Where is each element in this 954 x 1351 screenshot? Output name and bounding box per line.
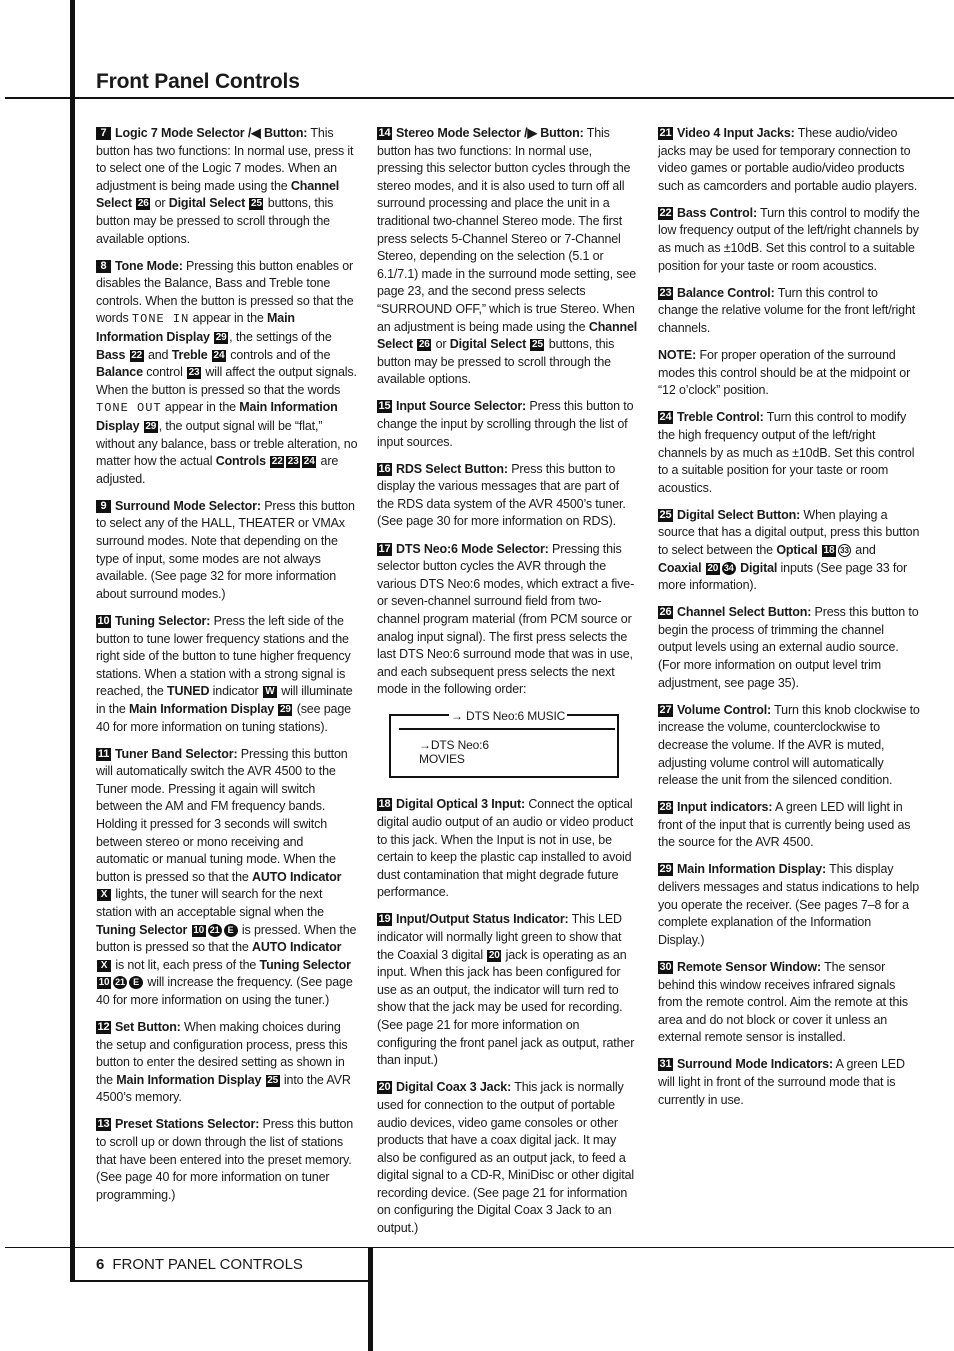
item-25: 25 Digital Select Button: When playing a source that has a digital output, press this button to select between the Optical 18 33 and Coaxial 20 34 Digital inputs (See page 33 for more information).	[658, 507, 920, 593]
item-17: 17 DTS Neo:6 Mode Selector: Pressing this selector button cycles the AVR through the various DTS Neo:6 modes, which extract a five- or seven-channel surround field from two-channel program material (from PCM source or analog input signal). The first press selects the last DTS Neo:6 surround mode that was in use, and each subsequent press selects the next mode in the following order:	[377, 541, 635, 697]
cycle-divider	[399, 728, 615, 730]
column-3	[658, 125, 920, 1119]
item-13: 13 Preset Stations Selector: Press this button to scroll up or down through the list of stations that have been entered into the preset memory. (See page 40 for more information on tuner programming.)	[96, 1117, 354, 1202]
header-rule	[5, 97, 954, 99]
item-9: 9 Surround Mode Selector: Press this button to select any of the HALL, THEATER or VMAx surround modes. Note that depending on the type of input, some modes are not always available. (See page 32 for more information about surround modes.)	[96, 498, 355, 601]
item-14: 14 Stereo Mode Selector /▶ Button: This button has two functions: In normal use, pressing this selector button cycles through the stereo modes, and it is also used to turn off all surround processing and place the unit in a traditional two-channel Stereo mode. The first press selects 5-Channel Stereo or 7-Channel Stereo, depending on the selection (5.1 or 6.1/7.1) made in the surround mode setting, see page 23, and the second press selects “SURROUND OFF,” which is true Stereo. When an adjustment is being made using the Channel Select 26 or Digital Select 25 buttons, this button may be pressed to scroll through the available options.	[377, 126, 638, 387]
item-24: 24 Treble Control: Turn this control to modify the high frequency output of the left/right channels by as much as ±10dB. Set this control to a suitable position for your taste or room acoustics.	[658, 410, 915, 495]
item-11: 11 Tuner Band Selector: Pressing this button will automatically switch the AVR 4500 to the Tuner mode. Pressing it again will switch between the AM and FM frequency bands. Holding it pressed for 3 seconds will switch between stereo or mono receiving and automatic or manual tuning mode. When the button is pressed so that the AUTO Indicator X lights, the tuner will search for the next station with an acceptable signal when the Tuning Selector 10 21 E is pressed. When the button is pressed so that the AUTO Indicator X is not lit, each press of the Tuning Selector 10 21 E will increase the frequency. (See page 40 for more information on using the tuner.)	[96, 746, 357, 1007]
item-18: 18 Digital Optical 3 Input: Connect the optical digital audio output of an audio or video product to this jack. When the Input is not in use, be certain to keep the plastic cap installed to avoid dust contamination that might degrade future performance.	[377, 797, 634, 900]
item-20: 20 Digital Coax 3 Jack: This jack is normally used for connection to the output of portable audio devices, video game consoles or other products that have a coax digital jack. It may also be configured as an output jack, to feed a digital signal to a CD-R, MiniDisc or other digital recording device. (See page 21 for information on configuring the Digital Coax 3 Jack to an output.)	[377, 1080, 635, 1236]
item-27: 27 Volume Control: Turn this knob clockwise to increase the volume, counterclockwise to decrease the volume. If the AVR is muted, adjusting volume control will automatically release the unit from the silenced condition.	[658, 702, 920, 788]
item-22: 22 Bass Control: Turn this control to modify the low frequency output of the left/right channels by as much as ±10dB. Set this control to a suitable position for your taste or room acoustics.	[658, 205, 920, 273]
left-margin-bar	[70, 0, 75, 1282]
diagram-option-movies: →DTS Neo:6 MOVIES	[419, 738, 489, 767]
item-23: 23 Balance Control: Turn this control to change the relative volume for the front left/right channels.	[658, 285, 916, 335]
item-29: 29 Main Information Display: This display delivers messages and status indications to help you operate the receiver. (See pages 7–8 for a complete explanation of the Information Display.)	[658, 862, 920, 947]
item-15: 15 Input Source Selector: Press this button to change the input by scrolling through the list of input sources.	[377, 399, 634, 449]
item-7: 7 Logic 7 Mode Selector /◀ Button: This button has two functions: In normal use, press it to select one of the Logic 7 modes. When an adjustment is being made using the Channel Select 26 or Digital Select 25 buttons, this button may be pressed to scroll through the available options.	[96, 126, 354, 246]
item-12: 12 Set Button: When making choices during the setup and configuration process, press this button to enter the desired setting as shown in the Main Information Display 25 into the AVR 4500’s memory.	[96, 1020, 351, 1105]
item-31: 31 Surround Mode Indicators: A green LED will light in front of the surround mode that is currently in use.	[658, 1057, 905, 1107]
item-21: 21 Video 4 Input Jacks: These audio/video jacks may be used for temporary connection to video games or portable audio/video products such as camcorders and portable audio players.	[658, 126, 918, 193]
footer-section: FRONT PANEL CONTROLS	[112, 1256, 303, 1273]
column-2	[377, 125, 639, 1247]
item-30: 30 Remote Sensor Window: The sensor behind this window receives infrared signals from the remote control. Aim the remote at this area and do not block or cover it unless an external remote sensor is installed.	[658, 959, 908, 1045]
footer-divider-bar	[368, 1248, 373, 1351]
diagram-option-music: → DTS Neo:6 MUSIC	[449, 708, 567, 726]
page-number: 6	[96, 1256, 105, 1273]
item-28: 28 Input indicators: A green LED will light in front of the input that is currently being used as the source for the AVR 4500.	[658, 800, 911, 850]
page-footer	[96, 1256, 303, 1273]
item-8: 8 Tone Mode: Pressing this button enables or disables the Balance, Bass and Treble tone controls. When the button is pressed so that the words TONE IN appear in the Main Information Display 29 , the settings of the Bass 22 and Treble 24 controls and of the Balance control 23 will affect the output signals. When the button is pressed so that the words TONE OUT appear in the Main Information Display 29 , the output signal will be “flat,” without any balance, bass or treble alteration, no matter how the actual Controls 22 23 24 are adjusted.	[96, 258, 358, 486]
column-1	[96, 125, 358, 1214]
item-19: 19 Input/Output Status Indicator: This LED indicator will normally light green to show that the Coaxial 3 digital 20 jack is operating as an input. When this jack has been configured for use as an output, the indicator will turn red to show that the jack may be used for recording. (See page 21 for more information on configuring the front panel jack as output, rather than input.)	[377, 912, 635, 1068]
item-26: 26 Channel Select Button: Press this button to begin the process of trimming the channel output levels using an external audio source. (For more information on output level trim adjustment, see page 35).	[658, 605, 919, 690]
dts-mode-cycle-diagram	[389, 708, 629, 780]
item-10: 10 Tuning Selector: Press the left side of the button to tune lower frequency stations and the right side of the button to tune higher frequency stations. When a station with a strong signal is reached, the TUNED indicator W will illuminate in the Main Information Display 29 (see page 40 for more information on tuning stations).	[96, 613, 353, 734]
page-title: Front Panel Controls	[96, 70, 300, 93]
item-16: 16 RDS Select Button: Press this button to display the various messages that are part of the RDS data system of the AVR 4500’s tuner. (See page 30 for more information on RDS).	[377, 461, 626, 529]
footer-underline	[70, 1280, 373, 1282]
note: NOTE: For proper operation of the surround modes this control should be at the midpoint or “12 o’clock” position.	[658, 348, 911, 398]
